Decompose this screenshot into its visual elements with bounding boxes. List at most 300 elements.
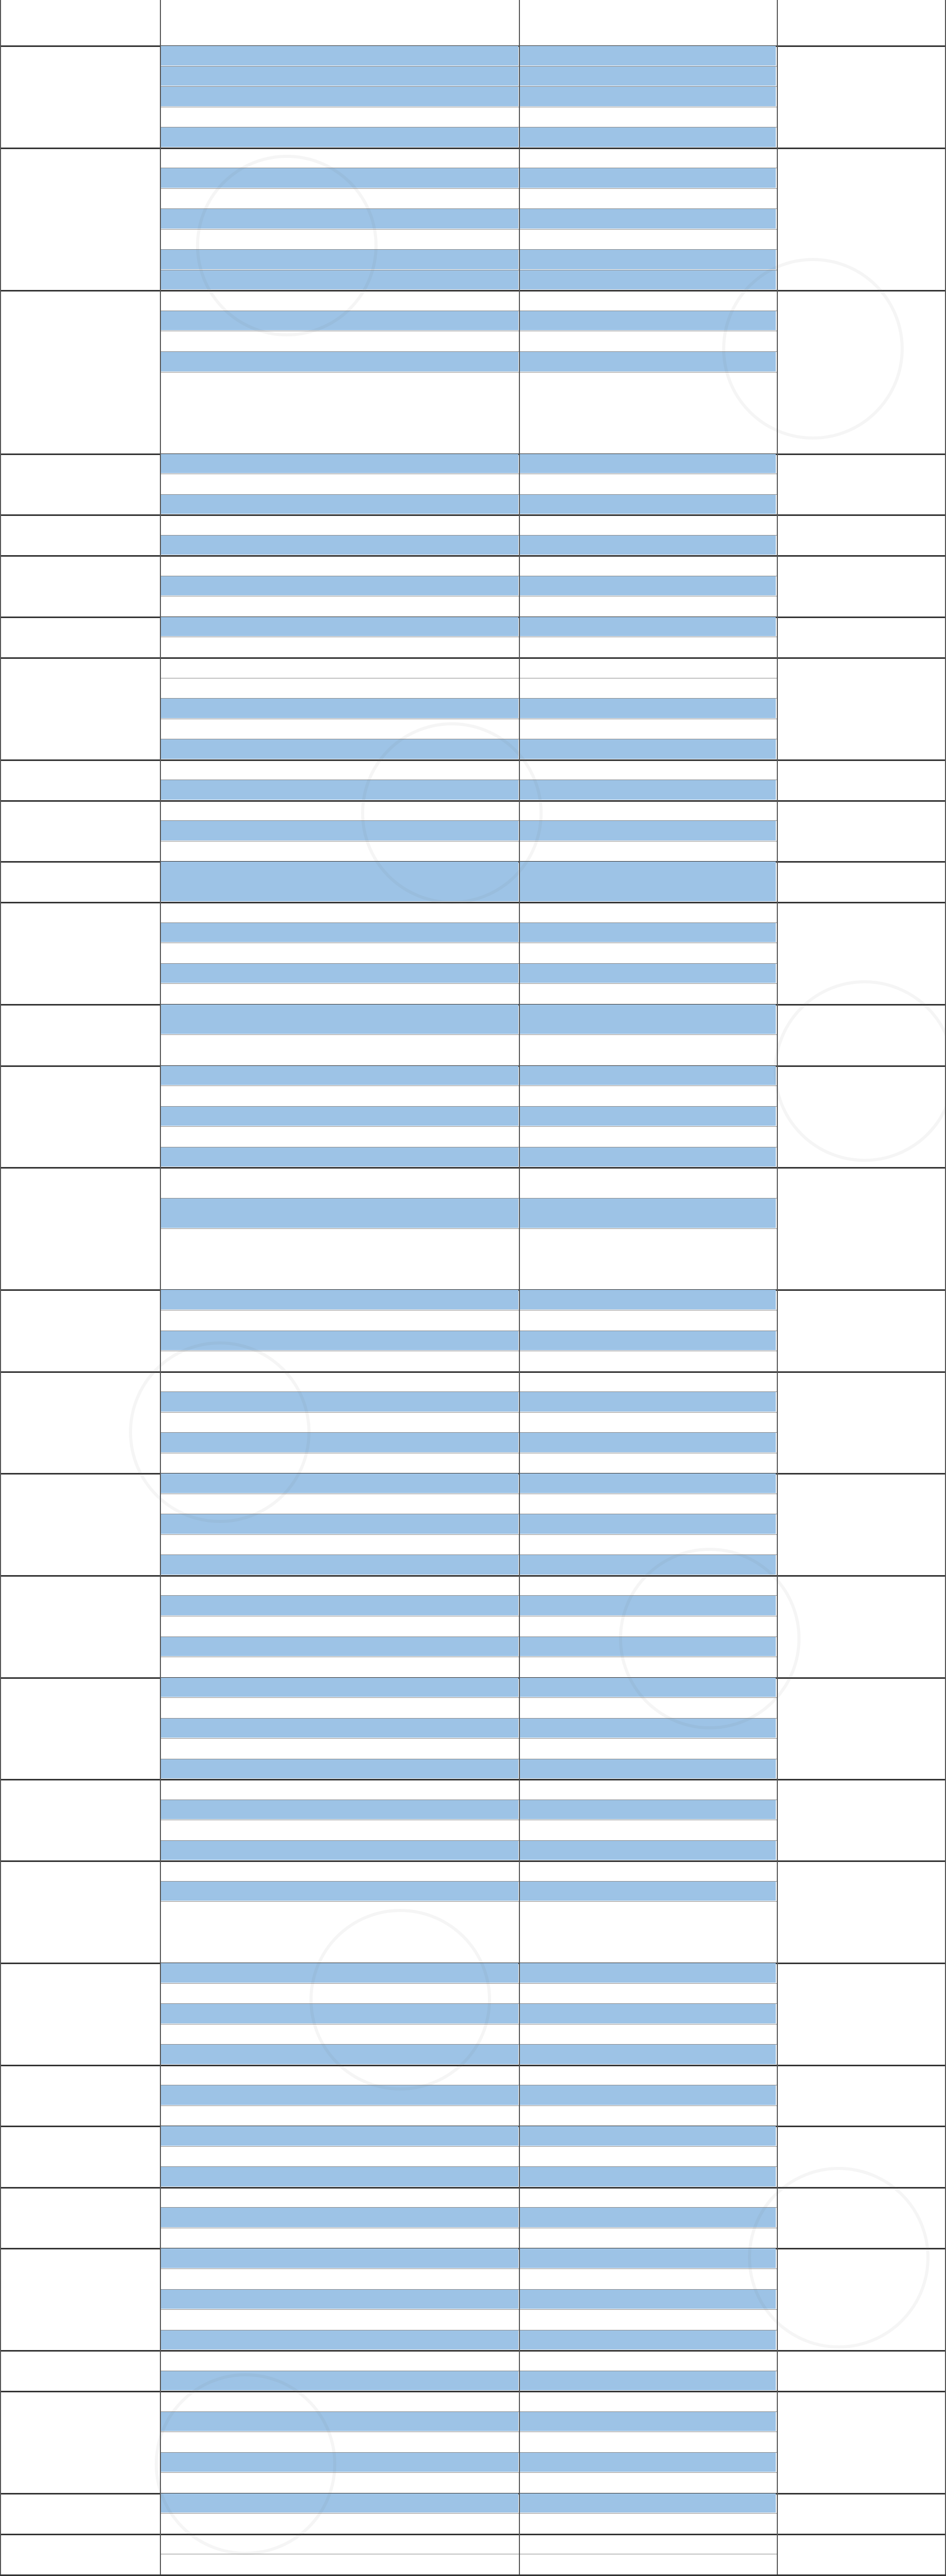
- subject-category: [161, 1861, 518, 1881]
- min-score: [519, 678, 776, 698]
- min-score: [519, 1035, 776, 1064]
- min-score: [519, 1678, 776, 1697]
- mail-checkmark: [777, 800, 946, 831]
- province-name: [0, 290, 160, 453]
- min-score: [519, 2045, 776, 2064]
- subject-category: [161, 1719, 518, 1738]
- min-score: [519, 1372, 776, 1391]
- min-score: [519, 1657, 776, 1677]
- mail-checkmark: [777, 2146, 946, 2167]
- subject-category: [161, 1066, 518, 1086]
- min-score: [519, 1413, 776, 1432]
- min-score: [519, 209, 776, 229]
- subject-category: [161, 678, 518, 698]
- subject-category: [161, 2554, 518, 2574]
- subject-category: [161, 2045, 518, 2064]
- min-score: [519, 1637, 776, 1657]
- subject-category: [161, 2310, 518, 2329]
- subject-category: [161, 719, 518, 739]
- subject-category: [161, 2167, 518, 2186]
- subject-category: [161, 739, 518, 759]
- min-score: [519, 515, 776, 534]
- mail-checkmark: [777, 1065, 946, 1168]
- min-score: [519, 1555, 776, 1575]
- min-score: [519, 250, 776, 269]
- subject-category: [161, 2534, 518, 2554]
- min-score: [519, 2188, 776, 2207]
- column-divider: [0, 0, 1, 2574]
- min-score: [519, 168, 776, 188]
- subject-category: [161, 1392, 518, 1412]
- subject-category: [161, 964, 518, 983]
- mail-checkmark: [777, 514, 946, 535]
- subject-category: [161, 984, 518, 1003]
- province-name: [0, 45, 160, 148]
- province-name: [0, 1677, 160, 1779]
- subject-category: [161, 801, 518, 820]
- subject-category: [161, 1902, 518, 1962]
- subject-category: [161, 2371, 518, 2391]
- province-name: [0, 1004, 160, 1065]
- province-name: [0, 514, 160, 555]
- min-score: [519, 107, 776, 127]
- min-score: [519, 46, 776, 66]
- min-score: [519, 2024, 776, 2044]
- mail-checkmark: [777, 1677, 946, 1779]
- subject-category: [161, 780, 518, 800]
- mail-checkmark: [777, 2126, 946, 2146]
- mail-checkmark: [777, 1034, 946, 1065]
- subject-category: [161, 454, 518, 474]
- min-score: [519, 2310, 776, 2329]
- subject-category: [161, 1576, 518, 1595]
- subject-category: [161, 1535, 518, 1554]
- subject-category: [161, 1759, 518, 1779]
- min-score: [519, 2453, 776, 2472]
- min-score: [519, 964, 776, 983]
- min-score: [519, 1351, 776, 1371]
- min-score: [519, 148, 776, 168]
- subject-category: [161, 556, 518, 575]
- subject-category: [161, 1372, 518, 1391]
- subject-category: [161, 2269, 518, 2289]
- min-score: [519, 2290, 776, 2309]
- min-score: [519, 2126, 776, 2146]
- mail-checkmark: [777, 1371, 946, 1473]
- mail-checkmark: [777, 148, 946, 290]
- mail-checkmark: [777, 1167, 946, 1289]
- mail-checkmark: [777, 780, 946, 800]
- min-score: [519, 2208, 776, 2227]
- subject-category: [161, 2432, 518, 2452]
- subject-category: [161, 1963, 518, 1983]
- mail-checkmark: [777, 1004, 946, 1034]
- mail-checkmark: [777, 1779, 946, 1860]
- subject-category: [161, 2493, 518, 2513]
- mail-checkmark: [777, 1860, 946, 1911]
- mail-checkmark: [777, 861, 946, 902]
- subject-category: [161, 495, 518, 514]
- min-score: [519, 1820, 776, 1840]
- min-score: [519, 1453, 776, 1473]
- subject-category: [161, 902, 518, 922]
- min-score: [519, 1107, 776, 1126]
- min-score: [519, 1779, 776, 1799]
- subject-category: [161, 1494, 518, 1514]
- min-score: [519, 596, 776, 616]
- province-name: [0, 453, 160, 515]
- min-score: [519, 1331, 776, 1351]
- subject-category: [161, 2514, 518, 2533]
- min-score: [519, 1198, 776, 1228]
- subject-category: [161, 87, 518, 106]
- province-name: [0, 2534, 160, 2574]
- subject-category: [161, 821, 518, 840]
- province-name: [0, 2391, 160, 2493]
- min-score: [519, 862, 776, 901]
- subject-category: [161, 1596, 518, 1615]
- column-divider: [777, 0, 778, 2574]
- min-score: [519, 1290, 776, 1309]
- min-score: [519, 495, 776, 514]
- subject-category: [161, 311, 518, 331]
- mail-checkmark: [777, 290, 946, 371]
- mail-checkmark: [777, 453, 946, 515]
- mail-checkmark: [777, 2085, 946, 2105]
- mail-checkmark: [777, 2105, 946, 2126]
- subject-category: [161, 1678, 518, 1697]
- min-score: [519, 1310, 776, 1330]
- subject-category: [161, 2290, 518, 2309]
- mail-checkmark: [777, 2391, 946, 2493]
- subject-category: [161, 1698, 518, 1718]
- min-score: [519, 1433, 776, 1452]
- min-score: [519, 923, 776, 943]
- min-score: [519, 1005, 776, 1034]
- subject-category: [161, 943, 518, 963]
- min-score: [519, 311, 776, 331]
- min-score: [519, 2412, 776, 2432]
- min-score: [519, 87, 776, 106]
- mail-checkmark: [777, 2187, 946, 2208]
- subject-category: [161, 1107, 518, 1126]
- mail-checkmark: [777, 2350, 946, 2371]
- subject-category: [161, 2106, 518, 2126]
- subject-category: [161, 2147, 518, 2166]
- subject-category: [161, 596, 518, 616]
- min-score: [519, 617, 776, 637]
- subject-category: [161, 1168, 518, 1197]
- province-name: [0, 800, 160, 862]
- province-name: [0, 861, 160, 902]
- min-score: [519, 1229, 776, 1289]
- subject-category: [161, 1841, 518, 1860]
- subject-category: [161, 1147, 518, 1167]
- province-name: [0, 902, 160, 1004]
- min-score: [519, 1902, 776, 1962]
- min-score: [519, 1739, 776, 1758]
- min-score: [519, 943, 776, 963]
- province-name: [0, 1963, 160, 2065]
- min-score: [519, 2167, 776, 2186]
- subject-category: [161, 536, 518, 555]
- province-name: [0, 617, 160, 657]
- subject-category: [161, 1433, 518, 1452]
- province-name: [0, 1473, 160, 1575]
- province-name: [0, 1065, 160, 1168]
- min-score: [519, 2534, 776, 2554]
- min-score: [519, 1963, 776, 1983]
- mail-checkmark: [777, 831, 946, 861]
- subject-category: [161, 230, 518, 249]
- subject-category: [161, 699, 518, 718]
- subject-category: [161, 1882, 518, 1901]
- min-score: [519, 637, 776, 657]
- min-score: [519, 1861, 776, 1881]
- subject-category: [161, 372, 518, 453]
- mail-checkmark: [777, 953, 946, 1004]
- mail-checkmark: [777, 2248, 946, 2299]
- subject-category: [161, 46, 518, 66]
- province-name: [0, 657, 160, 759]
- subject-category: [161, 1127, 518, 1146]
- column-header: [160, 0, 519, 45]
- min-score: [519, 2106, 776, 2126]
- province-name: [0, 2493, 160, 2534]
- min-score: [519, 658, 776, 677]
- subject-category: [161, 209, 518, 229]
- province-name: [0, 148, 160, 290]
- subject-category: [161, 2085, 518, 2105]
- min-score: [519, 1882, 776, 1901]
- min-score: [519, 556, 776, 575]
- min-score: [519, 1127, 776, 1146]
- min-score: [519, 2065, 776, 2085]
- min-score: [519, 1535, 776, 1554]
- subject-category: [161, 2412, 518, 2432]
- subject-category: [161, 474, 518, 494]
- min-score: [519, 719, 776, 739]
- subject-category: [161, 1290, 518, 1309]
- subject-category: [161, 2024, 518, 2044]
- mail-checkmark: [777, 2207, 946, 2228]
- mail-checkmark: [777, 586, 946, 617]
- mail-checkmark: [777, 555, 946, 586]
- min-score: [519, 290, 776, 310]
- mail-checkmark: [777, 535, 946, 556]
- min-score: [519, 1168, 776, 1197]
- mail-checkmark: [777, 372, 946, 453]
- mail-checkmark: [777, 657, 946, 759]
- min-score: [519, 2554, 776, 2574]
- min-score: [519, 1698, 776, 1718]
- min-score: [519, 372, 776, 453]
- min-score: [519, 536, 776, 555]
- min-score: [519, 1616, 776, 1636]
- min-score: [519, 2473, 776, 2492]
- min-score: [519, 2248, 776, 2268]
- province-name: [0, 555, 160, 617]
- subject-category: [161, 1800, 518, 1820]
- min-score: [519, 67, 776, 86]
- min-score: [519, 699, 776, 718]
- min-score: [519, 821, 776, 840]
- column-divider: [160, 0, 161, 2574]
- province-name: [0, 2350, 160, 2391]
- subject-category: [161, 760, 518, 780]
- province-name: [0, 759, 160, 800]
- min-score: [519, 1576, 776, 1595]
- province-name: [0, 1289, 160, 1371]
- province-name: [0, 2187, 160, 2248]
- min-score: [519, 739, 776, 759]
- subject-category: [161, 1555, 518, 1575]
- subject-category: [161, 2126, 518, 2146]
- subject-category: [161, 2004, 518, 2023]
- min-score: [519, 230, 776, 249]
- mail-checkmark: [777, 2299, 946, 2350]
- subject-category: [161, 862, 518, 901]
- subject-category: [161, 107, 518, 127]
- province-name: [0, 1371, 160, 1473]
- subject-category: [161, 1198, 518, 1228]
- min-score: [519, 760, 776, 780]
- min-score: [519, 474, 776, 494]
- min-score: [519, 2391, 776, 2411]
- subject-category: [161, 2391, 518, 2411]
- subject-category: [161, 189, 518, 208]
- min-score: [519, 1984, 776, 2003]
- subject-category: [161, 1310, 518, 1330]
- mail-checkmark: [777, 637, 946, 657]
- min-score: [519, 2351, 776, 2370]
- min-score: [519, 1759, 776, 1779]
- subject-category: [161, 1739, 518, 1758]
- min-score: [519, 2371, 776, 2391]
- min-score: [519, 189, 776, 208]
- subject-category: [161, 1984, 518, 2003]
- subject-category: [161, 515, 518, 534]
- min-score: [519, 2432, 776, 2452]
- province-name: [0, 1575, 160, 1677]
- subject-category: [161, 1413, 518, 1432]
- column-divider: [519, 0, 520, 2574]
- province-name: [0, 1779, 160, 1860]
- subject-category: [161, 658, 518, 677]
- min-score: [519, 2514, 776, 2533]
- min-score: [519, 1066, 776, 1086]
- min-score: [519, 841, 776, 861]
- min-score: [519, 780, 776, 800]
- min-score: [519, 270, 776, 290]
- subject-category: [161, 1514, 518, 1534]
- subject-category: [161, 1331, 518, 1351]
- min-score: [519, 1473, 776, 1493]
- subject-category: [161, 923, 518, 943]
- min-score: [519, 1147, 776, 1167]
- subject-category: [161, 1035, 518, 1064]
- mail-checkmark: [777, 902, 946, 953]
- subject-category: [161, 290, 518, 310]
- subject-category: [161, 250, 518, 269]
- column-header: [519, 0, 777, 45]
- min-score: [519, 2004, 776, 2023]
- province-name: [0, 2248, 160, 2350]
- subject-category: [161, 127, 518, 147]
- mail-checkmark: [777, 2513, 946, 2534]
- min-score: [519, 2085, 776, 2105]
- subject-category: [161, 2065, 518, 2085]
- min-score: [519, 1719, 776, 1738]
- subject-category: [161, 1616, 518, 1636]
- subject-category: [161, 637, 518, 657]
- subject-category: [161, 2351, 518, 2370]
- subject-category: [161, 1229, 518, 1289]
- column-header: [777, 0, 946, 45]
- province-name: [0, 1167, 160, 1289]
- mail-checkmark: [777, 1575, 946, 1677]
- subject-category: [161, 67, 518, 86]
- subject-category: [161, 2330, 518, 2350]
- min-score: [519, 352, 776, 371]
- subject-category: [161, 1351, 518, 1371]
- min-score: [519, 2269, 776, 2289]
- province-name: [0, 2126, 160, 2187]
- mail-checkmark: [777, 1289, 946, 1371]
- subject-category: [161, 2473, 518, 2492]
- min-score: [519, 801, 776, 820]
- min-score: [519, 1086, 776, 1106]
- subject-category: [161, 1086, 518, 1106]
- min-score: [519, 2330, 776, 2350]
- subject-category: [161, 1657, 518, 1677]
- subject-category: [161, 168, 518, 188]
- mail-checkmark: [777, 617, 946, 637]
- min-score: [519, 127, 776, 147]
- subject-category: [161, 1473, 518, 1493]
- subject-category: [161, 617, 518, 637]
- subject-category: [161, 352, 518, 371]
- mail-checkmark: [777, 1963, 946, 2065]
- min-score: [519, 1841, 776, 1860]
- min-score: [519, 1392, 776, 1412]
- subject-category: [161, 331, 518, 351]
- min-score: [519, 576, 776, 596]
- subject-category: [161, 270, 518, 290]
- subject-category: [161, 841, 518, 861]
- subject-category: [161, 1820, 518, 1840]
- mail-checkmark: [777, 2065, 946, 2085]
- mail-checkmark: [777, 2371, 946, 2391]
- column-header: [0, 0, 160, 45]
- min-score: [519, 331, 776, 351]
- mail-checkmark: [777, 45, 946, 148]
- subject-category: [161, 148, 518, 168]
- province-name: [0, 2065, 160, 2126]
- subject-category: [161, 2453, 518, 2472]
- province-name: [0, 1860, 160, 1963]
- mail-checkmark: [777, 2228, 946, 2248]
- subject-category: [161, 2208, 518, 2227]
- min-score: [519, 2493, 776, 2513]
- subject-category: [161, 1453, 518, 1473]
- min-score: [519, 1514, 776, 1534]
- subject-category: [161, 2248, 518, 2268]
- subject-category: [161, 576, 518, 596]
- min-score: [519, 902, 776, 922]
- mail-checkmark: [777, 759, 946, 780]
- mail-checkmark: [777, 2493, 946, 2514]
